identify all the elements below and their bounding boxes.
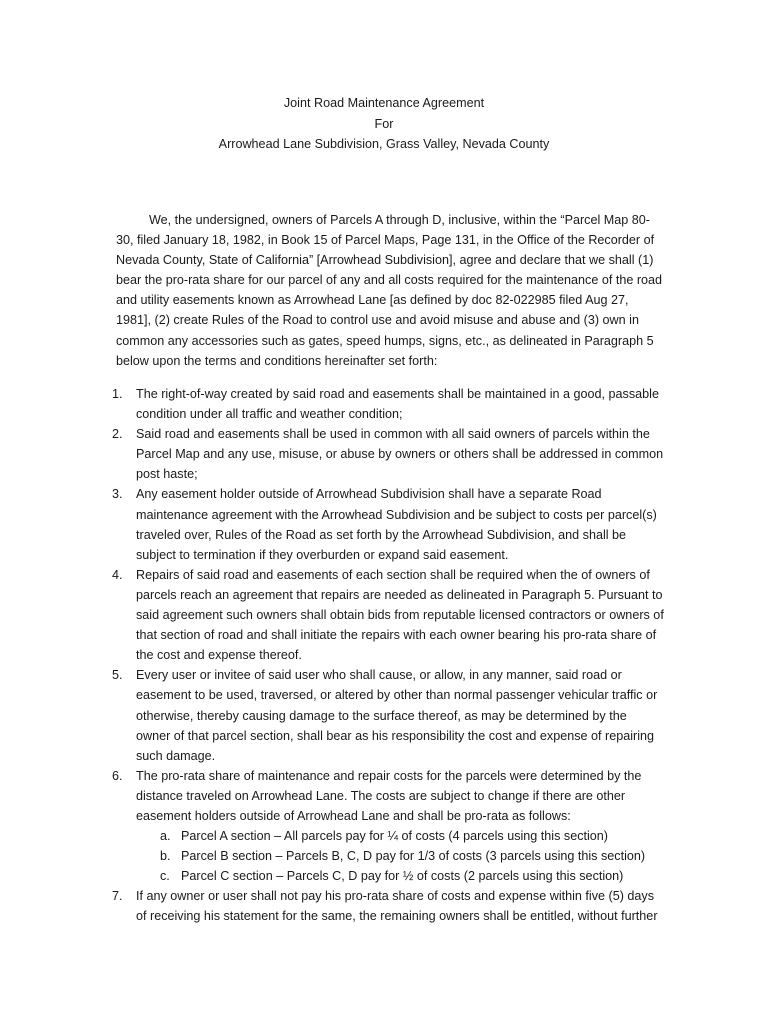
subitem-letter: b. bbox=[160, 849, 171, 864]
clause-text: Every user or invitee of said user who shall cause, or allow, in any manner, said road or easement to be used, traversed, or altered by other than normal passenger vehicular traffic or otherwise, thereby causing damage to the surface thereof, as may be determined by the owner of that parcel section, shall bear as his responsibility the cost and expense of repairing such damage. bbox=[136, 668, 658, 763]
clause-number: 4. bbox=[112, 567, 123, 582]
clause-item bbox=[112, 766, 664, 887]
clause-item bbox=[112, 565, 664, 665]
clause-number: 2. bbox=[112, 427, 123, 442]
subitem-letter: a. bbox=[160, 829, 171, 844]
clause-text: The right-of-way created by said road and easements shall be maintained in a good, passable condition under all traffic and weather condition; bbox=[136, 387, 659, 422]
clause-text: The pro-rata share of maintenance and repair costs for the parcels were determined by the distance traveled on Arrowhead Lane. The costs are subject to change if there are other easement holders outside of Arrowhead Lane and shall be pro-rata as follows: bbox=[136, 768, 642, 823]
title-line-1: Joint Road Maintenance Agreement bbox=[283, 96, 485, 110]
clause-number: 7. bbox=[112, 889, 123, 904]
clause-item bbox=[112, 665, 664, 765]
intro-paragraph: We, the undersigned, owners of Parcels A through D, inclusive, within the “Parcel Map 80-30, filed January 18, 1982, in Book 15 of Parcel Maps, Page 131, in the Office of the Recorder of Nevada County, State of California” [Arrowhead Subdivision], agree and declare that we shall (1) bear the pro-rata share for our parcel of any and all costs required for the maintenance of the road and utility easements known as Arrowhead Lane [as defined by doc 82-022985 filed Aug 27, 1981], (2) create Rules of the Road to control use and avoid misuse and abuse and (3) own in common any accessories such as gates, speed humps, signs, etc., as delineated in Paragraph 5 below upon the terms and conditions hereinafter set forth: bbox=[116, 213, 663, 368]
title-line-3: Arrowhead Lane Subdivision, Grass Valley, Nevada County bbox=[218, 137, 550, 151]
subitem-letter: c. bbox=[160, 869, 170, 884]
clause-number: 6. bbox=[112, 768, 123, 783]
clause-item bbox=[112, 384, 664, 424]
clause-text: Said road and easements shall be used in common with all said owners of parcels within the Parcel Map and any use, misuse, or abuse by owners or others shall be addressed in common post haste; bbox=[136, 427, 664, 482]
clause-item bbox=[112, 886, 664, 926]
clause-number: 1. bbox=[112, 387, 123, 401]
cost-share-sublist bbox=[136, 826, 664, 886]
clause-number: 3. bbox=[112, 487, 123, 502]
clause-text: Repairs of said road and easements of each section shall be required when the of owners of parcels reach an agreement that repairs are needed as delineated in Paragraph 5. Pursuant to said agreement such owners shall obtain bids from reputable licensed contractors or owners of that section of road and shall initiate the repairs with each owner bearing his pro-rata share of the cost and expense thereof. bbox=[136, 567, 664, 663]
numbered-clause-list bbox=[112, 384, 664, 927]
cost-share-item bbox=[136, 846, 664, 866]
clause-text: If any owner or user shall not pay his pro-rata share of costs and expense within five (5) days of receiving his statement for the same, the remaining owners shall be entitled, without further bbox=[136, 889, 658, 924]
clause-item bbox=[112, 424, 664, 484]
clause-item bbox=[112, 484, 664, 564]
clause-text: Any easement holder outside of Arrowhead Subdivision shall have a separate Road maintenance agreement with the Arrowhead Subdivision and be subject to costs per parcel(s) traveled over, Rules of the Road as set forth by the Arrowhead Subdivision, and shall be subject to termination if they overburden or expand said easement. bbox=[136, 487, 657, 562]
subitem-text: Parcel C section – Parcels C, D pay for ½ of costs (2 parcels using this section) bbox=[181, 869, 624, 884]
cost-share-item bbox=[136, 826, 664, 846]
clause-number: 5. bbox=[112, 668, 123, 683]
cost-share-item bbox=[136, 866, 664, 886]
subitem-text: Parcel A section – All parcels pay for ¼ of costs (4 parcels using this section) bbox=[181, 829, 608, 844]
document-title bbox=[0, 93, 768, 155]
title-line-2: For bbox=[374, 116, 394, 131]
subitem-text: Parcel B section – Parcels B, C, D pay for 1/3 of costs (3 parcels using this section) bbox=[181, 849, 646, 864]
